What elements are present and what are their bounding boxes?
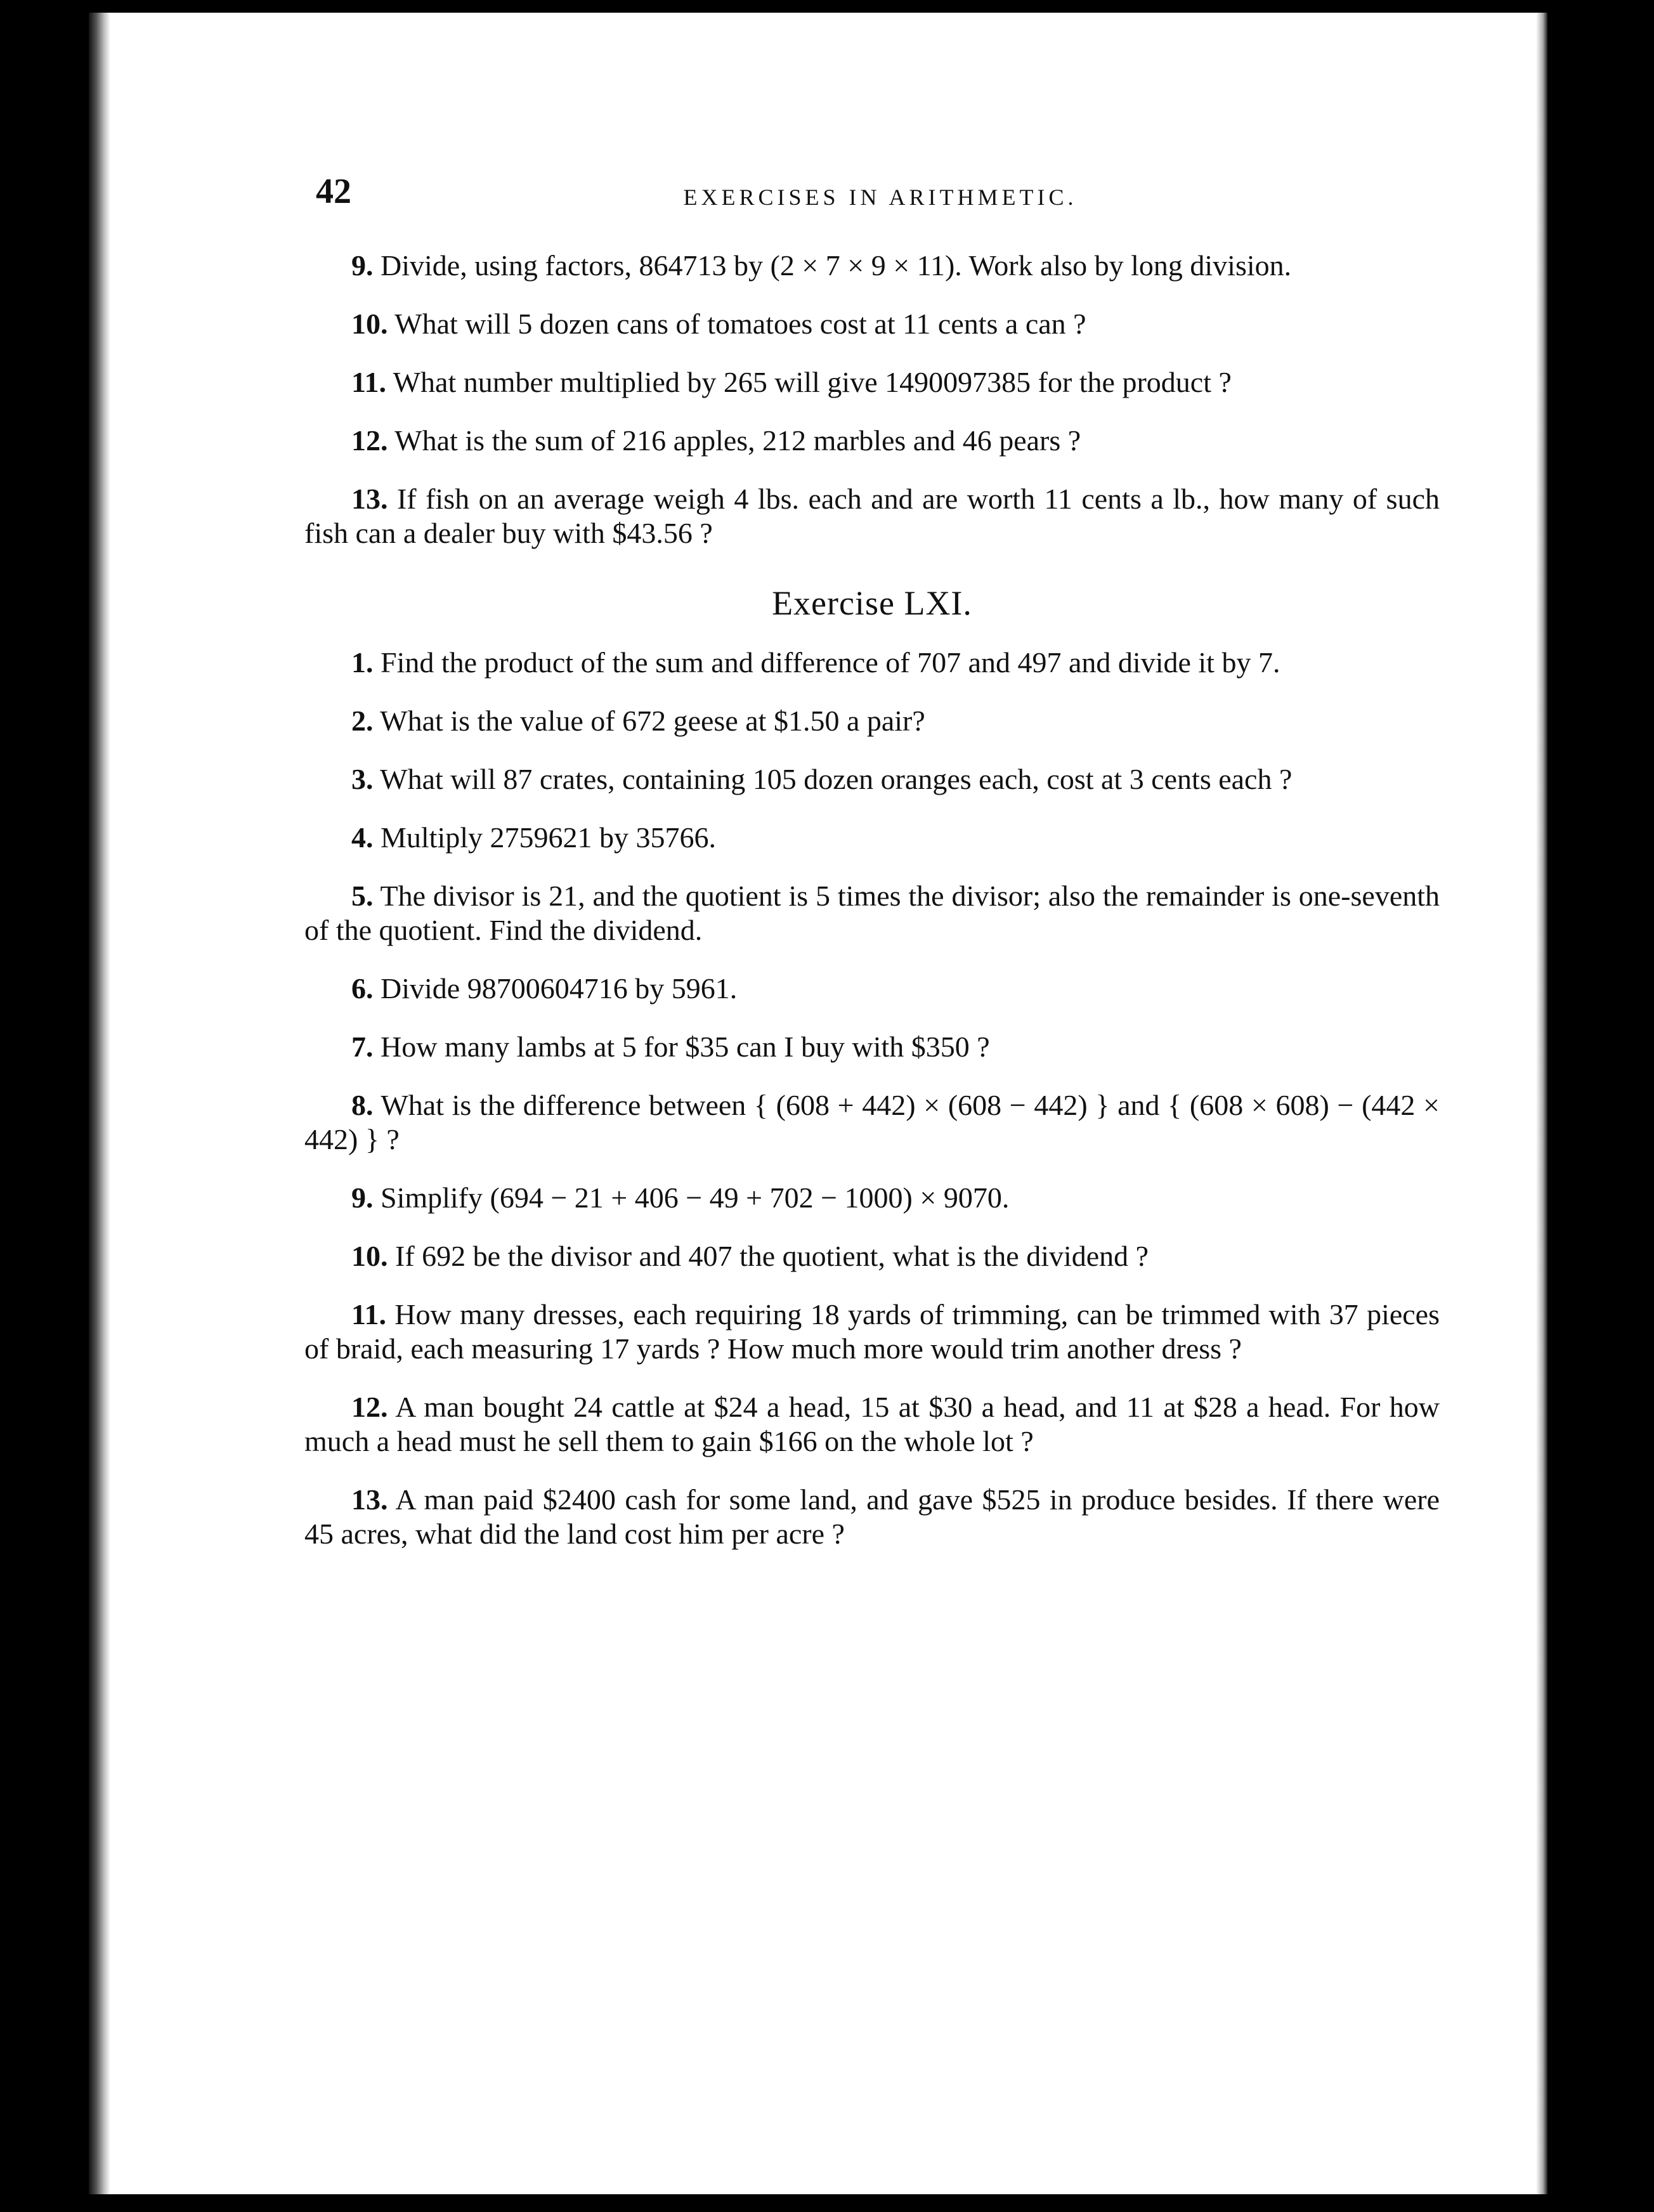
- problem-number: 7.: [351, 1031, 374, 1063]
- problem-number: 8.: [351, 1089, 374, 1121]
- page-edge-shadow: [1536, 13, 1547, 2194]
- problem-text: Find the product of the sum and difference of 707 and 497 and divide it by 7.: [381, 646, 1280, 679]
- page-number: 42: [316, 172, 351, 211]
- problem-item: [304, 1239, 1440, 1273]
- book-spine-shadow: [89, 13, 110, 2194]
- problem-number: 9.: [351, 249, 374, 282]
- problem-number: 3.: [351, 763, 374, 795]
- problem-number: 10.: [351, 1240, 388, 1272]
- problem-item: [304, 249, 1440, 283]
- problem-number: 6.: [351, 972, 374, 1005]
- problem-item: [304, 365, 1440, 400]
- problem-number: 12.: [351, 1391, 388, 1423]
- problem-text: If fish on an average weigh 4 lbs. each and are worth 11 cents a lb., how many of such fish can a dealer buy with $43.56 ?: [304, 483, 1440, 549]
- problem-text: If 692 be the divisor and 407 the quotient, what is the dividend ?: [395, 1240, 1149, 1272]
- problem-text: A man bought 24 cattle at $24 a head, 15 at $30 a head, and 11 at $28 a head. For how much a head must he sell them to gain $166 on the whole lot ?: [304, 1391, 1440, 1457]
- page-body: [304, 249, 1440, 1575]
- problem-number: 13.: [351, 1483, 388, 1516]
- problem-item: [304, 1390, 1440, 1459]
- problem-number: 11.: [351, 1298, 386, 1330]
- problem-text: What number multiplied by 265 will give 1490097385 for the product ?: [393, 366, 1232, 398]
- problem-number: 10.: [351, 308, 388, 340]
- problem-item: [304, 307, 1440, 341]
- problem-text: How many lambs at 5 for $35 can I buy with $350 ?: [381, 1031, 990, 1063]
- problem-number: 12.: [351, 424, 388, 457]
- problem-item: [304, 972, 1440, 1006]
- problem-number: 2.: [351, 705, 374, 737]
- problem-text: What is the difference between { (608 + 442) × (608 − 442) } and { (608 × 608) − (442 × 442) } ?: [304, 1089, 1440, 1155]
- problem-item: [304, 879, 1440, 947]
- problem-item: [304, 646, 1440, 680]
- problem-item: [304, 1181, 1440, 1215]
- problem-text: Multiply 2759621 by 35766.: [381, 821, 717, 854]
- problem-item: [304, 1298, 1440, 1366]
- problem-number: 13.: [351, 483, 388, 515]
- problem-text: What will 5 dozen cans of tomatoes cost at 11 cents a can ?: [394, 308, 1086, 340]
- exercise-heading: Exercise LXI.: [772, 584, 972, 622]
- problem-number: 11.: [351, 366, 386, 398]
- problem-item: [304, 762, 1440, 797]
- running-head: EXERCISES IN ARITHMETIC.: [683, 185, 1078, 210]
- problem-item: [304, 1088, 1440, 1157]
- page-header: [316, 171, 1445, 216]
- problem-text: Divide 98700604716 by 5961.: [381, 972, 738, 1005]
- problem-text: Divide, using factors, 864713 by (2 × 7 × 9 × 11). Work also by long division.: [381, 249, 1292, 282]
- problem-text: Simplify (694 − 21 + 406 − 49 + 702 − 1000) × 9070.: [381, 1181, 1010, 1214]
- problem-text: The divisor is 21, and the quotient is 5 times the divisor; also the remainder is one-seventh of the quotient. Find the dividend.: [304, 880, 1440, 946]
- book-page: [89, 13, 1547, 2194]
- problem-item: [304, 704, 1440, 738]
- problem-item: [304, 424, 1440, 458]
- problem-text: How many dresses, each requiring 18 yards of trimming, can be trimmed with 37 pieces of braid, each measuring 17 yards ? How much more would trim another dress ?: [304, 1298, 1440, 1365]
- problem-item: [304, 1483, 1440, 1551]
- problem-number: 4.: [351, 821, 374, 854]
- problem-item: [304, 1030, 1440, 1064]
- problem-number: 5.: [351, 880, 374, 912]
- problem-text: What will 87 crates, containing 105 dozen oranges each, cost at 3 cents each ?: [380, 763, 1293, 795]
- problem-number: 9.: [351, 1181, 374, 1214]
- problem-item: [304, 821, 1440, 855]
- problem-text: What is the value of 672 geese at $1.50 a pair?: [380, 705, 925, 737]
- problem-number: 1.: [351, 646, 374, 679]
- problem-item: [304, 482, 1440, 550]
- problem-text: A man paid $2400 cash for some land, and gave $525 in produce besides. If there were 45 acres, what did the land cost him per acre ?: [304, 1483, 1440, 1550]
- problem-text: What is the sum of 216 apples, 212 marbles and 46 pears ?: [394, 424, 1081, 457]
